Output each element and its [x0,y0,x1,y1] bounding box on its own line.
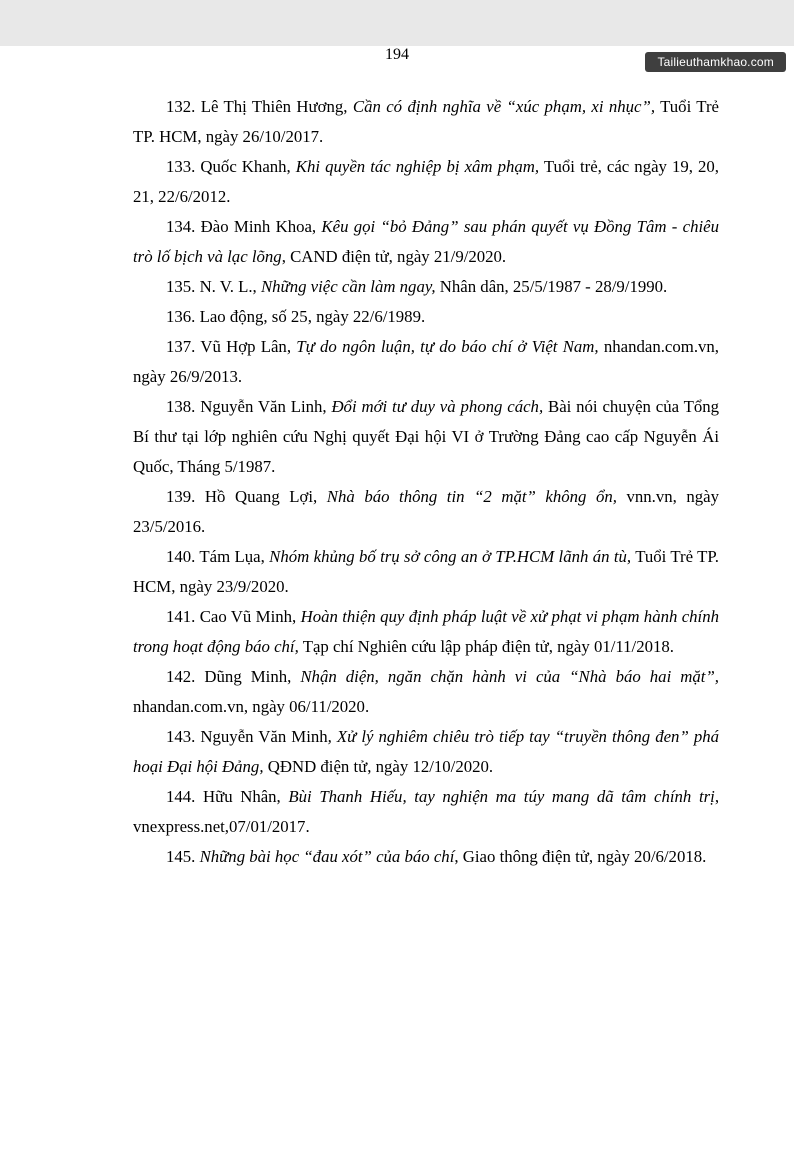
reference-title: Nhận diện, ngăn chặn hành vi của “Nhà báo hai mặt”, [300,667,719,686]
reference-title: Khi quyền tác nghiệp bị xâm phạm, [295,157,540,176]
reference-title: Nhà báo thông tin “2 mặt” không ổn, [326,487,617,506]
reference-text: 133. Quốc Khanh, [166,157,296,176]
reference-text: Nhân dân, 25/5/1987 - 28/9/1990. [435,277,668,296]
reference-text: QĐND điện tử, ngày 12/10/2020. [263,757,494,776]
reference-text: 137. Vũ Hợp Lân, [166,337,297,356]
reference-title: Đổi mới tư duy và phong cách, [331,397,544,416]
reference-title: , Xử lý nghiêm chiêu trò tiếp tay “truyền thông đen” phá hoại Đại hội Đảng, [133,727,719,776]
reference-text: 141. Cao Vũ Minh, [166,607,301,626]
reference-text: Tuổi trẻ, các ngày 19, 20, 21, 22/6/2012. [133,157,719,206]
reference-entry [133,722,719,782]
reference-text: 139. Hồ Quang Lợi, [166,487,327,506]
reference-title: Hoàn thiện quy định pháp luật về xử phạt vi phạm hành chính trong hoạt động báo chí, [133,607,720,656]
reference-text: , vnexpress.net,07/01/2017. [133,787,720,836]
reference-text: Tuổi Trẻ TP. HCM, ngày 26/10/2017. [133,97,719,146]
reference-entry [133,212,719,272]
reference-text: , CAND điện tử, ngày 21/9/2020. [281,247,507,266]
reference-text: 136. Lao động, số 25, ngày 22/6/1989. [166,307,426,326]
reference-text: 138. Nguyễn Văn Linh, [166,397,332,416]
reference-entry [133,542,719,602]
reference-text: Tạp chí Nghiên cứu lập pháp điện tử, ngày 01/11/2018. [298,637,674,656]
reference-title: Kêu gọi “bỏ Đảng” sau phán quyết vụ Đồng Tâm - chiêu trò lố bịch và lạc lõng [133,217,719,266]
reference-entry [133,602,719,662]
reference-entry [133,272,719,302]
reference-text: Tuổi Trẻ TP. HCM, ngày 23/9/2020. [133,547,720,596]
reference-text: 145. [166,847,200,866]
reference-text: nhandan.com.vn, ngày 06/11/2020. [133,697,370,716]
page-number: 194 [385,46,409,63]
reference-entry [133,662,719,722]
reference-entry [133,152,719,212]
reference-entry [133,782,719,842]
reference-entry [133,842,719,872]
reference-entry [133,392,719,482]
reference-text: 135. N. V. L., [166,277,261,296]
reference-title: Nhóm khủng bố trụ sở công an ở TP.HCM lãnh án tù, [269,547,632,566]
references-list [133,92,719,872]
reference-title: Những việc cần làm ngay, [260,277,436,296]
reference-text: nhandan.com.vn, ngày 26/9/2013. [133,337,719,386]
reference-entry [133,302,719,332]
reference-text: 132. Lê Thị Thiên Hương, [166,97,353,116]
watermark-badge: Tailieuthamkhao.com [645,52,786,72]
reference-title: Tự do ngôn luận, tự do báo chí ở Việt Nam, [296,337,599,356]
reference-text: 134. Đào Minh Khoa, [166,217,322,236]
reference-text: 144. Hữu Nhân, [166,787,289,806]
reference-text: vnn.vn, ngày 23/5/2016. [133,487,719,536]
reference-title: Bùi Thanh Hiếu, tay nghiện ma túy mang dã tâm chính trị [288,787,715,806]
reference-text: Bài nói chuyện của Tổng Bí thư tại lớp nghiên cứu Nghị quyết Đại hội VI ở Trường Đảng cao cấp Nguyễn Ái Quốc, Tháng 5/1987. [133,397,720,476]
reference-text: 140. Tám Lụa, [166,547,270,566]
reference-title: Những bài học “đau xót” của báo chí [199,847,455,866]
reference-entry [133,332,719,392]
reference-text: 143. Nguyễn Văn Minh [166,727,328,746]
reference-entry [133,92,719,152]
reference-text: , Giao thông điện tử, ngày 20/6/2018. [454,847,707,866]
reference-title: Cần có định nghĩa về “xúc phạm, xi nhục”, [352,97,656,116]
reference-text: 142. Dũng Minh, [166,667,301,686]
reference-entry [133,482,719,542]
